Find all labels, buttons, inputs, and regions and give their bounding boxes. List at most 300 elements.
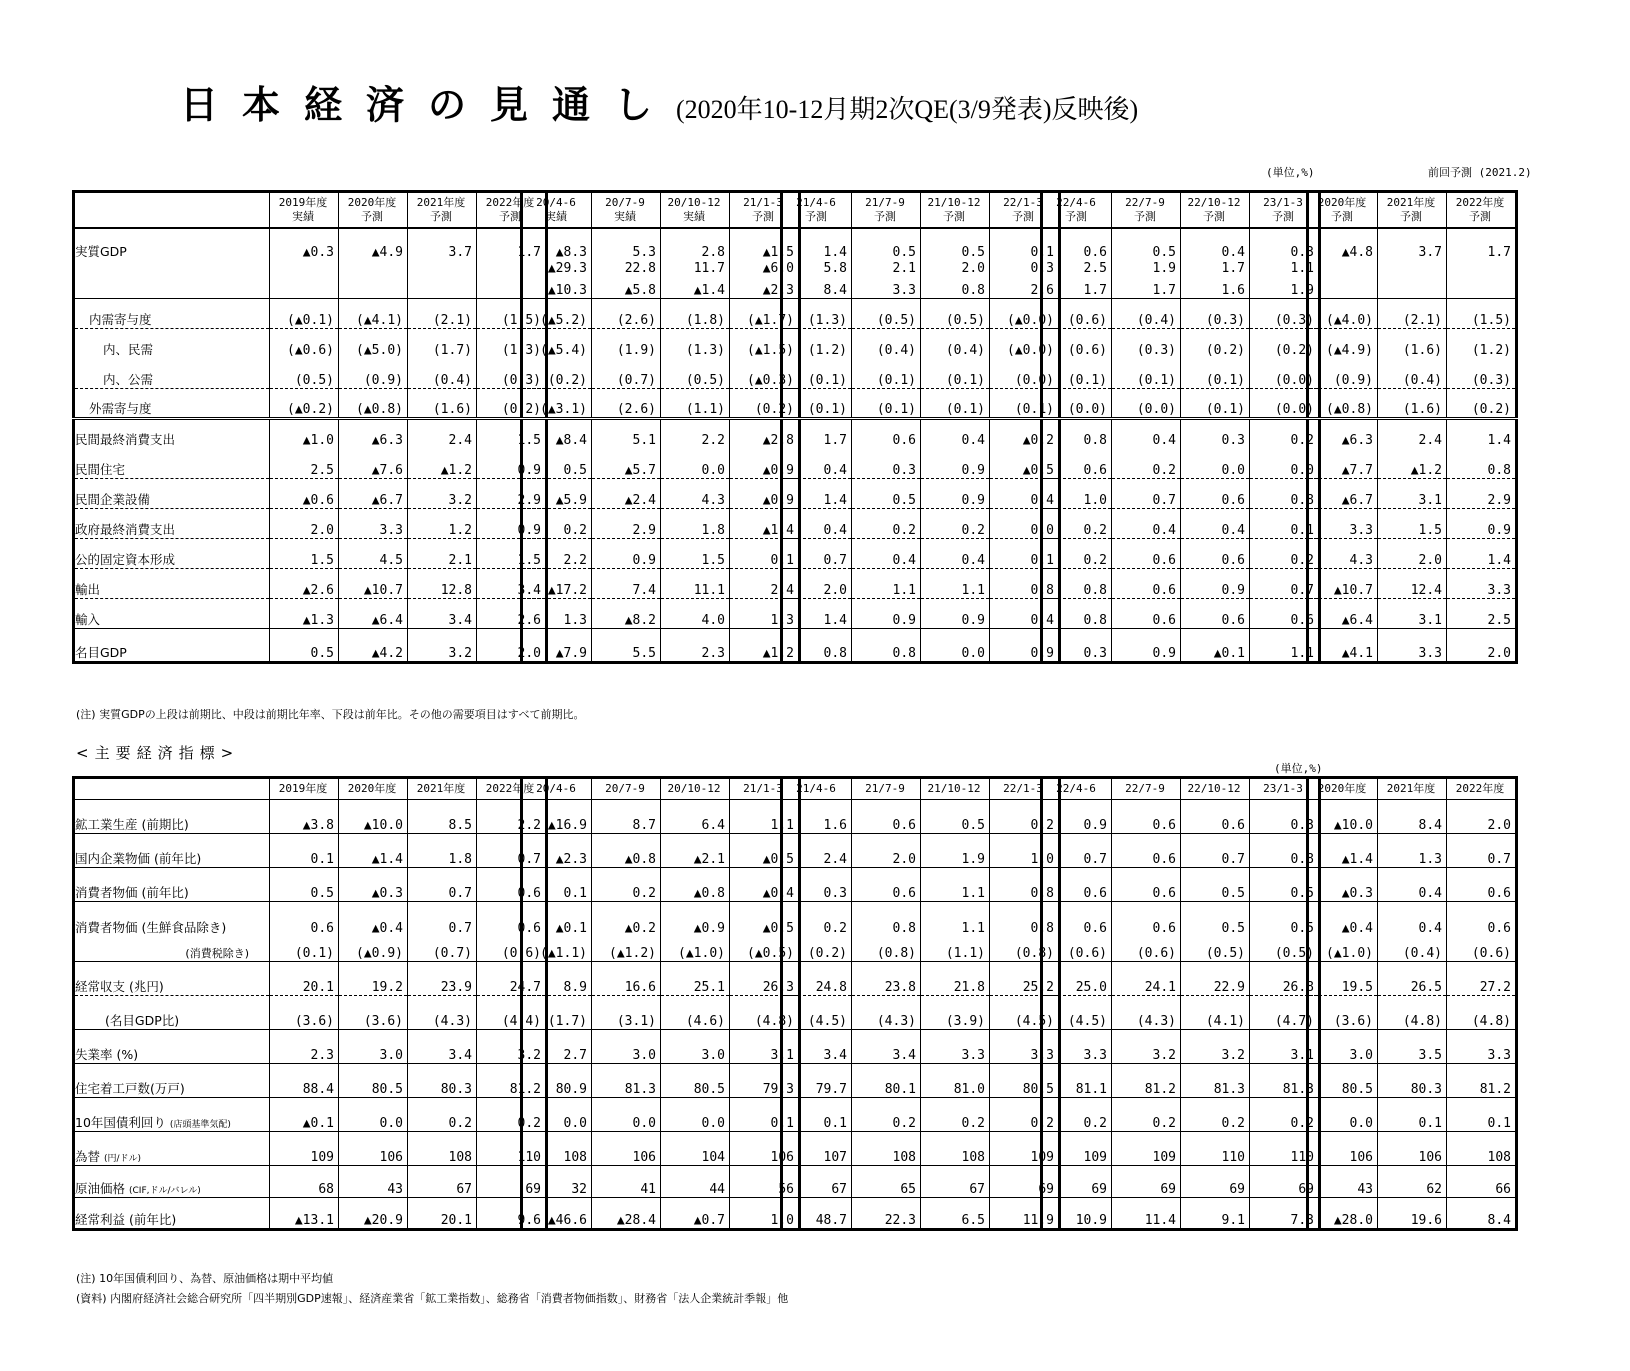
table-row (782, 1064, 1060, 1098)
table-row (74, 1064, 547, 1098)
table-row (1042, 1132, 1320, 1166)
value-cell: 23.8 (852, 962, 921, 996)
row-label: 内、公需 (74, 358, 270, 388)
value-cell: 1.7 (1112, 276, 1181, 298)
value-cell: ▲2.4 (592, 478, 661, 508)
value-cell: (3.6) (1308, 996, 1378, 1030)
row-label (74, 962, 270, 996)
value-cell: 22.8 (592, 260, 661, 276)
value-cell: (0.2) (782, 936, 852, 962)
table-row (522, 1166, 800, 1198)
value-cell: ▲0.7 (661, 1198, 730, 1230)
table-row (782, 868, 1060, 902)
value-cell: 0.8 (990, 568, 1060, 598)
value-cell: 66 (1447, 1166, 1517, 1198)
value-cell: ▲1.2 (730, 628, 800, 662)
table-row (74, 902, 547, 936)
value-cell: 80.1 (852, 1064, 921, 1098)
table-row (522, 328, 800, 358)
value-cell: 3.0 (661, 1030, 730, 1064)
value-cell: (▲0.6) (270, 328, 339, 358)
indicator-table-group-4 (1040, 776, 1321, 1231)
table-row (1042, 1030, 1320, 1064)
value-cell: (0.6) (477, 936, 547, 962)
value-cell: 1.6 (782, 800, 852, 834)
value-cell: 0.6 (1042, 868, 1112, 902)
value-cell: 0.6 (1250, 598, 1320, 628)
value-cell: 0.6 (1181, 598, 1250, 628)
value-cell: 3.1 (730, 1030, 800, 1064)
value-cell: (1.3) (661, 328, 730, 358)
value-cell: 0.5 (270, 868, 339, 902)
value-cell: 19.6 (1378, 1198, 1447, 1230)
value-cell: 3.4 (852, 1030, 921, 1064)
value-cell: 80.5 (990, 1064, 1060, 1098)
value-cell: ▲16.9 (522, 800, 592, 834)
table-row (1308, 388, 1517, 418)
value-cell: 0.5 (1250, 868, 1320, 902)
value-cell: 0.2 (1042, 508, 1112, 538)
value-cell: 5.1 (592, 418, 661, 448)
value-cell: 0.1 (730, 1098, 800, 1132)
table-row (1308, 1030, 1517, 1064)
value-cell: 5.5 (592, 628, 661, 662)
value-cell: 0.9 (1042, 800, 1112, 834)
value-cell: 6.4 (661, 800, 730, 834)
value-cell: (1.8) (661, 298, 730, 328)
value-cell: (0.5) (661, 358, 730, 388)
value-cell: 2.9 (1447, 478, 1517, 508)
value-cell (1308, 276, 1378, 298)
table-row (1308, 228, 1517, 260)
value-cell: 106 (1308, 1132, 1378, 1166)
value-cell: 1.1 (852, 568, 921, 598)
value-cell: 0.0 (592, 1098, 661, 1132)
value-cell: 2.1 (408, 538, 477, 568)
value-cell: 1.4 (1447, 418, 1517, 448)
value-cell: ▲0.5 (730, 834, 800, 868)
gdp-table-group-2 (520, 190, 801, 664)
value-cell: 6.5 (921, 1198, 990, 1230)
value-cell: 5.8 (823, 261, 847, 276)
column-period: 20/10-12 (667, 196, 721, 209)
value-cell: 1.3 (730, 598, 800, 628)
column-period: 20/7-9 (605, 196, 645, 209)
column-period: 2022年度 (485, 196, 535, 209)
value-cell: 1.7 (1042, 276, 1112, 298)
value-cell: ▲2.3 (730, 276, 800, 298)
header-row (522, 192, 800, 229)
value-cell: (0.1) (1181, 358, 1250, 388)
value-cell: (0.4) (1378, 936, 1447, 962)
table-row (74, 418, 547, 448)
value-cell: 0.4 (921, 418, 990, 448)
table-row (74, 568, 547, 598)
value-cell: ▲8.3 (555, 245, 587, 260)
table-row (1308, 260, 1517, 276)
value-cell: 0.3 (782, 868, 852, 902)
column-period: 22/4-6 (1056, 196, 1096, 209)
value-cell: 0.4 (1378, 902, 1447, 936)
value-cell (339, 276, 408, 298)
value-cell: (1.7) (522, 996, 592, 1030)
value-cell: (0.1) (1042, 358, 1112, 388)
table-row (74, 868, 547, 902)
value-cell: 0.8 (990, 902, 1060, 936)
value-cell: 2.0 (1378, 538, 1447, 568)
value-cell: 88.4 (270, 1064, 339, 1098)
table-row (74, 1098, 547, 1132)
value-cell: (1.6) (1378, 328, 1447, 358)
value-cell (1308, 260, 1378, 276)
value-cell: 0.2 (408, 1098, 477, 1132)
value-cell: 0.2 (1181, 1098, 1250, 1132)
column-period: 2022年度 (1455, 196, 1505, 209)
column-type: 予測 (1272, 210, 1294, 223)
value-cell: 81.3 (1181, 1064, 1250, 1098)
value-cell: 3.1 (1250, 1030, 1320, 1064)
value-cell: (▲0.9) (339, 936, 408, 962)
table-row (74, 508, 547, 538)
value-cell: 11.9 (990, 1198, 1060, 1230)
value-cell: ▲4.2 (339, 628, 408, 662)
column-header (1181, 192, 1250, 229)
column-header: 2020年度 (339, 778, 408, 800)
value-cell: 0.1 (990, 228, 1060, 260)
value-cell: 0.6 (852, 800, 921, 834)
column-header: 2021年度 (1378, 778, 1447, 800)
column-header: 23/1-3 (1250, 778, 1320, 800)
column-type: 予測 (361, 210, 383, 223)
table-row (1308, 1198, 1517, 1230)
value-cell: 1.3 (1378, 834, 1447, 868)
row-label: 公的固定資本形成 (74, 538, 270, 568)
table-row (1308, 1064, 1517, 1098)
table-row (522, 628, 800, 662)
value-cell: 0.2 (990, 1098, 1060, 1132)
table-row (522, 1030, 800, 1064)
value-cell: (4.8) (1447, 996, 1517, 1030)
column-header (1308, 192, 1378, 229)
column-period: 2019年度 (278, 196, 328, 209)
table-row (1042, 508, 1320, 538)
value-cell: 1.9 (1250, 276, 1320, 298)
value-cell: 2.0 (1447, 800, 1517, 834)
value-cell: 41 (592, 1166, 661, 1198)
value-cell: 0.4 (990, 478, 1060, 508)
table-row (522, 388, 800, 418)
value-cell: 0.9 (477, 508, 547, 538)
value-cell: (4.5) (990, 996, 1060, 1030)
value-cell: 20.1 (270, 962, 339, 996)
row-label: 民間住宅 (74, 448, 270, 478)
row-label: 内需寄与度 (74, 298, 270, 328)
value-cell: 1.7 (477, 228, 547, 260)
value-cell: 0.5 (852, 478, 921, 508)
value-cell: 106 (730, 1132, 800, 1166)
table-row (782, 628, 1060, 662)
value-cell: ▲6.4 (1308, 598, 1378, 628)
value-cell: 0.2 (852, 508, 921, 538)
value-cell: 1.1 (1250, 628, 1320, 662)
value-cell: (0.1) (921, 358, 990, 388)
table-row (1308, 996, 1517, 1030)
value-cell: 0.6 (1181, 478, 1250, 508)
table-row (522, 478, 800, 508)
row-label (74, 1064, 270, 1098)
value-cell: 108 (408, 1132, 477, 1166)
value-cell: 80.3 (1378, 1064, 1447, 1098)
value-cell: (1.7) (408, 328, 477, 358)
column-header: 22/4-6 (1042, 778, 1112, 800)
column-type: 予測 (874, 210, 896, 223)
value-cell: ▲5.8 (592, 276, 661, 298)
value-cell: 0.7 (1447, 834, 1517, 868)
value-cell: 56 (730, 1166, 800, 1198)
value-cell: ▲1.4 (1308, 834, 1378, 868)
value-cell: 108 (921, 1132, 990, 1166)
value-cell: 1.4 (1447, 538, 1517, 568)
value-cell: 0.2 (477, 1098, 547, 1132)
table-row (522, 448, 800, 478)
row-label (74, 1098, 270, 1132)
value-cell: 3.3 (852, 276, 921, 298)
value-cell: (▲0.2) (270, 388, 339, 418)
column-header: 22/7-9 (1112, 778, 1181, 800)
value-cell: 0.3 (1083, 645, 1107, 661)
value-cell: (0.1) (782, 358, 852, 388)
value-cell: 2.0 (270, 508, 339, 538)
value-cell: (2.1) (1378, 298, 1447, 328)
value-cell: ▲1.5 (730, 228, 800, 260)
value-cell: 12.8 (408, 568, 477, 598)
value-cell: (0.2) (1181, 328, 1250, 358)
value-cell: 3.0 (592, 1030, 661, 1064)
value-cell: 0.4 (1112, 508, 1181, 538)
value-cell: 0.7 (477, 834, 547, 868)
value-cell: (0.5) (270, 358, 339, 388)
row-label (74, 800, 270, 834)
column-type: 実績 (614, 210, 636, 223)
header-row (1308, 192, 1517, 229)
table-row (782, 388, 1060, 418)
value-cell: (1.3) (477, 328, 547, 358)
value-cell: 3.1 (1378, 478, 1447, 508)
value-cell: (0.3) (477, 358, 547, 388)
row-label: 民間企業設備 (74, 478, 270, 508)
value-cell: (1.1) (661, 388, 730, 418)
value-cell: 8.5 (408, 800, 477, 834)
value-cell: 3.3 (1378, 628, 1447, 662)
value-cell: 109 (990, 1132, 1060, 1166)
value-cell: 3.3 (921, 1030, 990, 1064)
value-cell: (0.6) (1447, 936, 1517, 962)
value-cell: (0.4) (1112, 298, 1181, 328)
value-cell: ▲0.4 (339, 902, 408, 936)
value-cell: 5.3 (592, 228, 661, 260)
column-header (1042, 192, 1112, 229)
value-cell: 0.9 (1112, 628, 1181, 662)
value-cell: 0.6 (852, 868, 921, 902)
table-row (74, 328, 547, 358)
value-cell: (1.6) (408, 388, 477, 418)
value-cell: 1.7 (823, 433, 847, 448)
value-cell: 0.4 (852, 538, 921, 568)
value-cell: (0.3) (1250, 298, 1320, 328)
table-row (1308, 328, 1517, 358)
value-cell: 0.9 (1181, 568, 1250, 598)
row-label (74, 1132, 270, 1166)
value-cell: 3.4 (477, 568, 547, 598)
table-row (782, 358, 1060, 388)
column-type: 予測 (1012, 210, 1034, 223)
column-type: 予測 (943, 210, 965, 223)
value-cell: (4.6) (661, 996, 730, 1030)
value-cell: ▲3.8 (270, 800, 339, 834)
value-cell: (0.6) (1067, 343, 1107, 358)
column-header: 21/10-12 (921, 778, 990, 800)
row-label-text: (名目GDP比) (105, 1013, 180, 1028)
value-cell: 81.0 (921, 1064, 990, 1098)
value-cell: (3.9) (921, 996, 990, 1030)
value-cell: 0.6 (1112, 598, 1181, 628)
table-row (74, 388, 547, 418)
table-row (782, 276, 1060, 298)
value-cell: (1.5) (1447, 298, 1517, 328)
value-cell (1378, 276, 1447, 298)
value-cell: 24.8 (782, 962, 852, 996)
value-cell: (4.4) (477, 996, 547, 1030)
value-cell: 0.6 (1112, 800, 1181, 834)
value-cell (408, 276, 477, 298)
value-cell: 9.1 (1181, 1198, 1250, 1230)
value-cell: (0.5) (852, 298, 921, 328)
row-label-text: 為替 (75, 1149, 101, 1164)
column-period: 2020年度 (1317, 196, 1367, 209)
value-cell: ▲1.4 (339, 834, 408, 868)
table-row (522, 868, 800, 902)
value-cell: 3.2 (408, 628, 477, 662)
value-cell: ▲0.8 (661, 868, 730, 902)
table-row (74, 834, 547, 868)
value-cell: 19.5 (1308, 962, 1378, 996)
value-cell: (0.1) (270, 936, 339, 962)
row-label: 実質GDP (75, 244, 127, 259)
value-cell: 67 (408, 1166, 477, 1198)
table-row (522, 418, 800, 448)
value-cell: 0.5 (1112, 228, 1181, 260)
value-cell: 0.6 (1447, 868, 1517, 902)
value-cell: (1.3) (782, 298, 852, 328)
value-cell: (▲1.0) (661, 936, 730, 962)
value-cell: 0.3 (1250, 228, 1320, 260)
column-type: 予測 (1400, 210, 1422, 223)
row-label-sub: (円/ドル) (104, 1154, 142, 1164)
column-type: 予測 (752, 210, 774, 223)
value-cell: 2.9 (592, 508, 661, 538)
row-label (74, 1030, 270, 1064)
value-cell: 0.7 (1042, 834, 1112, 868)
value-cell: 0.2 (1042, 538, 1112, 568)
column-header: 2019年度 (270, 778, 339, 800)
value-cell: 0.4 (782, 508, 852, 538)
value-cell: 3.7 (1378, 228, 1447, 260)
value-cell: 80.9 (522, 1064, 592, 1098)
value-cell: 81.3 (592, 1064, 661, 1098)
value-cell: 0.2 (1042, 1098, 1112, 1132)
header-row (522, 778, 800, 800)
value-cell: 3.4 (408, 1030, 477, 1064)
value-cell: 0.4 (782, 448, 852, 478)
value-cell: (▲0.3) (730, 358, 800, 388)
value-cell: (▲0.0) (990, 298, 1060, 328)
header-row (1308, 778, 1517, 800)
row-label: 輸入 (74, 598, 270, 628)
row-label (74, 834, 270, 868)
value-cell: (0.1) (990, 388, 1060, 418)
value-cell: 0.8 (1042, 598, 1112, 628)
value-cell: 3.3 (339, 508, 408, 538)
value-cell: (1.6) (1378, 388, 1447, 418)
table-row (1308, 298, 1517, 328)
value-cell (270, 276, 339, 298)
value-cell: 68 (270, 1166, 339, 1198)
value-cell: 110 (1250, 1132, 1320, 1166)
value-cell: (0.1) (921, 388, 990, 418)
table-row (1308, 628, 1517, 662)
table-row (1042, 1098, 1320, 1132)
value-cell: 0.5 (1181, 902, 1250, 936)
value-cell: 3.5 (1378, 1030, 1447, 1064)
column-type: 予測 (1065, 210, 1087, 223)
table-row (522, 800, 800, 834)
value-cell: 16.6 (592, 962, 661, 996)
value-cell: ▲6.7 (1308, 478, 1378, 508)
value-cell: ▲0.3 (270, 228, 339, 260)
table-row (782, 1198, 1060, 1230)
value-cell: 2.4 (408, 418, 477, 448)
value-cell: 2.6 (477, 598, 547, 628)
column-type: 予測 (1469, 210, 1491, 223)
table-row (522, 1064, 800, 1098)
value-cell: 43 (339, 1166, 408, 1198)
value-cell: 0.9 (921, 478, 990, 508)
value-cell: 1.7 (1181, 260, 1250, 276)
table-row (1042, 260, 1320, 276)
value-cell: ▲0.9 (661, 902, 730, 936)
value-cell: ▲8.4 (555, 433, 587, 448)
value-cell: 3.4 (782, 1030, 852, 1064)
value-cell: 81.1 (1042, 1064, 1112, 1098)
row-label (74, 276, 270, 298)
value-cell: 26.5 (1378, 962, 1447, 996)
value-cell: (▲0.8) (1308, 388, 1378, 418)
table-row (1042, 1166, 1320, 1198)
value-cell: ▲2.3 (522, 834, 592, 868)
value-cell: (0.1) (782, 388, 852, 418)
table-row (782, 538, 1060, 568)
table-row (1042, 962, 1320, 996)
row-label-text: (消費税除き) (185, 947, 249, 960)
title-sub: (2020年10-12月期2次QE(3/9発表)反映後) (676, 95, 1139, 124)
value-cell: 0.9 (592, 538, 661, 568)
table-row (522, 298, 800, 328)
value-cell: 0.2 (921, 1098, 990, 1132)
value-cell: 0.6 (1112, 834, 1181, 868)
value-cell (1447, 260, 1517, 276)
table-row (1308, 538, 1517, 568)
value-cell: ▲0.2 (990, 418, 1060, 448)
